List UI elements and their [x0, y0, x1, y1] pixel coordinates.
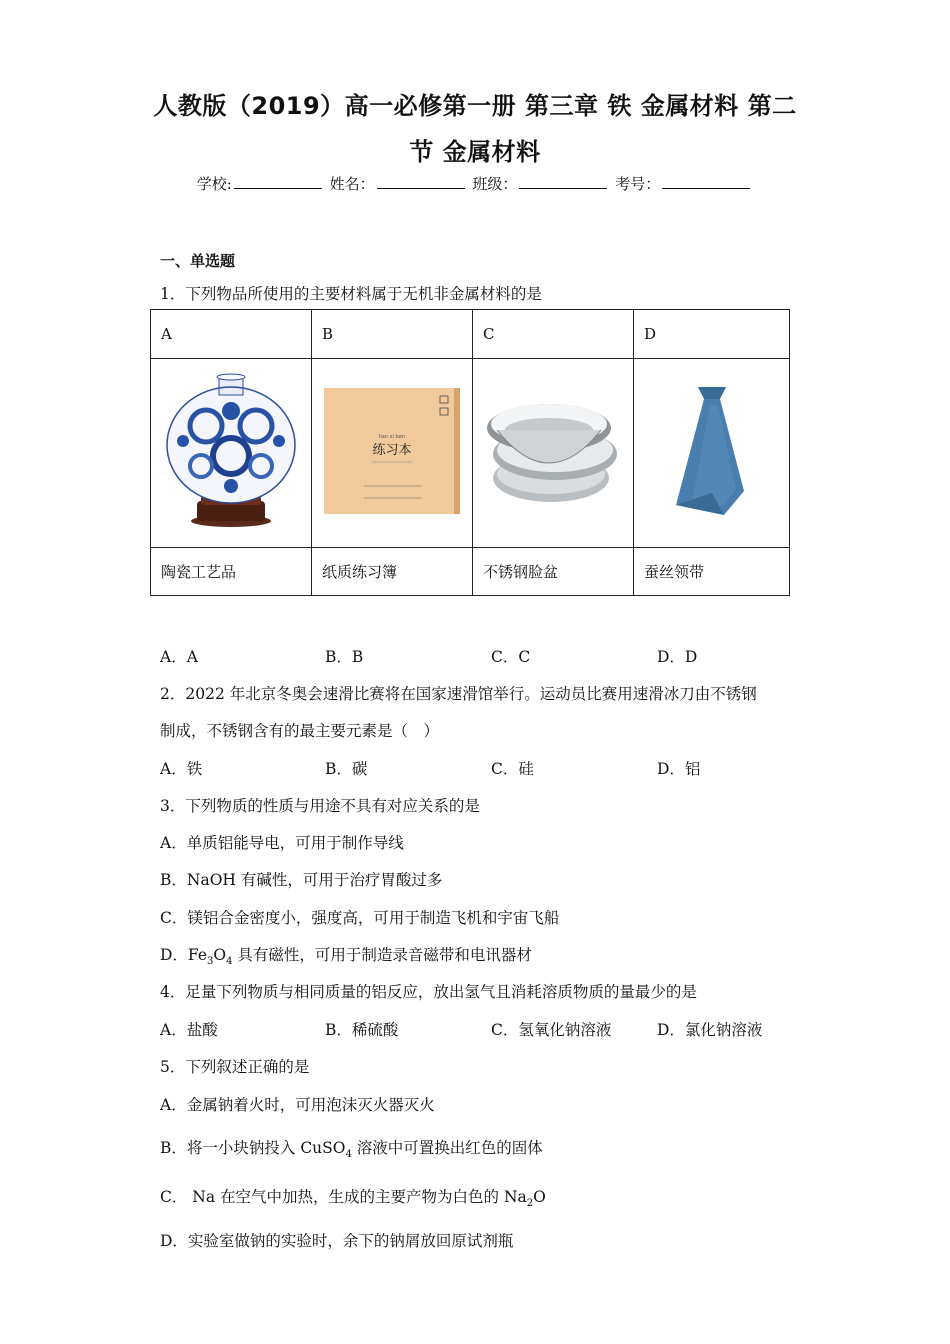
- q5-c-prefix: C． Na 在空气中加热，生成的主要产物为白色的 Na: [160, 1188, 527, 1206]
- q3-stem: 3．下列物质的性质与用途不具有对应关系的是: [160, 797, 480, 815]
- name-blank[interactable]: [377, 174, 465, 189]
- q3-d-sub1: 3: [207, 956, 214, 968]
- title-line-1: 人教版（2019）高一必修第一册 第三章 铁 金属材料 第二: [153, 92, 797, 120]
- label-c: 不锈钢脸盆: [473, 548, 634, 596]
- label-d: 蚕丝领带: [634, 548, 790, 596]
- label-b: 纸质练习簿: [312, 548, 473, 596]
- q5-stem: 5．下列叙述正确的是: [160, 1058, 310, 1076]
- exam-no-blank[interactable]: [662, 174, 750, 189]
- q3-option-a[interactable]: A．单质铝能导电，可用于制作导线: [160, 834, 404, 852]
- porcelain-vase-image: [151, 359, 312, 548]
- q1-option-b[interactable]: B．B: [325, 648, 364, 666]
- silk-tie-image: [634, 359, 790, 548]
- q1-items-table: [150, 309, 790, 596]
- title-line-2: 节 金属材料: [409, 138, 541, 166]
- q3-option-b[interactable]: B．NaOH 有碱性，可用于治疗胃酸过多: [160, 871, 443, 889]
- q3-d-suffix: 具有磁性，可用于制造录音磁带和电讯器材: [232, 946, 532, 964]
- q5-option-b[interactable]: [160, 1136, 543, 1160]
- col-c-header: C: [473, 310, 634, 359]
- q4-option-a[interactable]: A．盐酸: [160, 1021, 218, 1039]
- student-info-line: [0, 173, 950, 194]
- q5-option-c[interactable]: [160, 1185, 546, 1209]
- steel-basin-image: [473, 359, 634, 548]
- q2-option-d[interactable]: D．铝: [657, 760, 701, 778]
- q3-d-prefix: D．Fe: [160, 946, 208, 964]
- q5-b-prefix: B．将一小块钠投入 CuSO: [160, 1139, 346, 1157]
- q3-d-sub2: 4: [226, 956, 233, 968]
- q5-option-a[interactable]: A．金属钠着火时，可用泡沫灭火器灭火: [160, 1096, 435, 1114]
- q2-option-a[interactable]: A．铁: [160, 760, 203, 778]
- q2-option-b[interactable]: B．碳: [325, 760, 368, 778]
- q3-d-mid: O: [213, 946, 227, 964]
- school-label: 学校:: [196, 175, 232, 193]
- section-heading: 一、单选题: [160, 252, 236, 270]
- q3-option-d[interactable]: [160, 943, 532, 967]
- q4-option-d[interactable]: D．氯化钠溶液: [657, 1021, 763, 1039]
- q1-option-d[interactable]: D．D: [657, 648, 698, 666]
- exam-no-label: 考号：: [615, 175, 661, 193]
- notebook-title: 练习本: [372, 443, 412, 458]
- q5-b-suffix: 溶液中可置换出红色的固体: [351, 1139, 543, 1157]
- notebook-image: [312, 359, 473, 548]
- q5-option-d[interactable]: D．实验室做钠的实验时，余下的钠屑放回原试剂瓶: [160, 1232, 514, 1250]
- notebook-pinyin: lian xi ben: [379, 434, 405, 440]
- q5-b-sub: 4: [345, 1149, 352, 1161]
- q2-option-c[interactable]: C．硅: [491, 760, 534, 778]
- q2-stem-line-2: 制成，不锈钢含有的最主要元素是（ ）: [160, 722, 440, 740]
- q5-c-sub: 2: [526, 1198, 534, 1210]
- col-a-header: A: [151, 310, 312, 359]
- label-a: 陶瓷工艺品: [151, 548, 312, 596]
- class-label: 班级：: [472, 175, 518, 193]
- q5-c-suffix: O: [533, 1188, 546, 1206]
- col-d-header: D: [634, 310, 790, 359]
- q1-stem: 1．下列物品所使用的主要材料属于无机非金属材料的是: [160, 285, 542, 303]
- q1-option-c[interactable]: C．C: [491, 648, 531, 666]
- col-b-header: B: [312, 310, 473, 359]
- school-blank[interactable]: [234, 174, 322, 189]
- q4-option-c[interactable]: C．氢氧化钠溶液: [491, 1021, 612, 1039]
- class-blank[interactable]: [519, 174, 607, 189]
- q4-stem: 4．足量下列物质与相同质量的铝反应，放出氢气且消耗溶质物质的量最少的是: [160, 983, 697, 1001]
- q1-option-a[interactable]: A．A: [160, 648, 198, 666]
- q2-stem-line-1: 2．2022 年北京冬奥会速滑比赛将在国家速滑馆举行。运动员比赛用速滑冰刀由不锈钢: [160, 685, 757, 703]
- q4-option-b[interactable]: B．稀硫酸: [325, 1021, 399, 1039]
- q3-option-c[interactable]: C．镁铝合金密度小，强度高，可用于制造飞机和宇宙飞船: [160, 909, 560, 927]
- name-label: 姓名：: [329, 175, 375, 193]
